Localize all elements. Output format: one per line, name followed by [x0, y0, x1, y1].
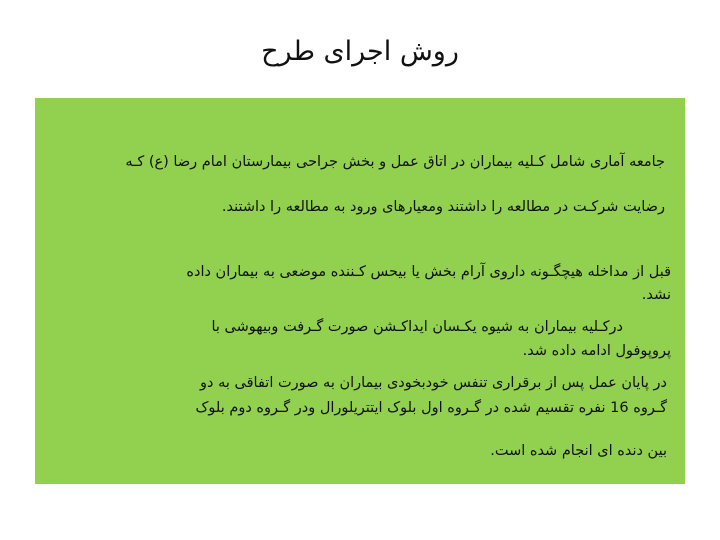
slide-title: روش اجرای طرح [261, 36, 459, 67]
body-line-4: نشد. [641, 287, 671, 303]
body-line-6: پروپوفول ادامه داده شد. [522, 343, 671, 359]
body-line-8: گـروه 16 نفره تقسیم شده در گـروه اول بلوک ایتتریلورال ودر گـروه دوم بلوک [195, 400, 667, 416]
body-line-2: رضایت شرکـت در مطالعه را داشتند ومعیارهای ورود به مطالعه را داشتند. [221, 199, 665, 215]
body-line-5: درکـلیه بیماران به شیوه یکـسان ایداکـشن صورت گـرفت وبیهوشی با [211, 319, 623, 335]
body-line-1: جامعه آماری شامل کـلیه بیماران در اتاق عمل و بخش جراحی بیمارستان امام رضا (ع) کـه [125, 154, 665, 170]
body-line-3: قبل از مداخله هیچگـونه داروی آرام بخش یا بیحس کـننده موضعی به بیماران داده [186, 264, 671, 280]
content-box [35, 98, 685, 484]
body-line-7: در پایان عمل پس از برقراری تنفس خودبخودی بیماران به صورت اتفاقی به دو [200, 375, 667, 391]
body-line-9: بین دنده ای انجام شده است. [490, 443, 667, 459]
